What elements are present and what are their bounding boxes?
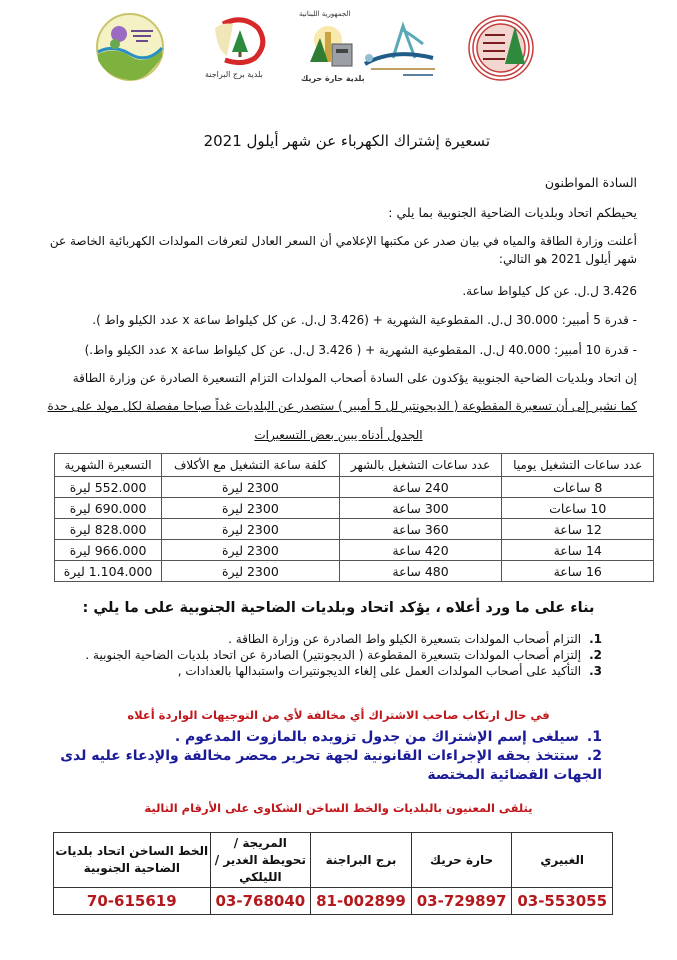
list-text: إلتزام أصحاب المولدات بتسعيرة المقطوعة ( الديجونتير) الصادرة عن اتحاد بلديات الضاحية الجنوبية . — [85, 648, 582, 662]
ghobeiry-logo — [363, 18, 441, 83]
list-text: سيلغى إسم الإشتراك من جدول تزويده بالمازوت المدعوم . — [174, 729, 579, 745]
mreijeh-emblem-icon — [95, 12, 165, 82]
union-south-suburbs-logo — [467, 14, 535, 84]
contact-header-burj-barajneh: برج البراجنة — [311, 833, 412, 888]
mreijeh-logo — [95, 12, 165, 82]
table-row — [55, 561, 654, 582]
cell-monthly-price: 690.000 ليرة — [55, 498, 162, 519]
phone-ghobeiry[interactable]: 03-553055 — [512, 888, 613, 915]
cell-hour-cost: 2300 ليرة — [162, 561, 340, 582]
haret-hreik-top-label: الجمهورية اللبنانية — [299, 10, 351, 18]
contact-header-mreijeh: المريجة / تحويطة الغدير / الليلكي — [210, 833, 311, 888]
cell-monthly-hours: 300 ساعة — [339, 498, 502, 519]
header-monthly-price: التسعيرة الشهرية — [55, 454, 162, 477]
contact-header-haret-hreik: حارة حريك — [411, 833, 512, 888]
burj-barajneh-logo-label: بلدية برج البراجنة — [205, 70, 263, 79]
list-item — [85, 648, 602, 664]
table-caption: الجدول أدناه يبين بعض التسعيرات — [254, 428, 423, 442]
list-number: 1. — [586, 729, 602, 745]
header-hour-cost: كلفة ساعة التشغيل مع الأكلاف — [162, 454, 340, 477]
list-text: ستتخذ بحقه الإجراءات القانونية لجهة تحرير محضر مخالفة والإدعاء عليه لدى الجهات القضائية المختصة — [60, 748, 602, 783]
list-number: 2. — [586, 748, 602, 764]
ghobeiry-emblem-icon — [363, 18, 441, 80]
cell-monthly-hours: 420 ساعة — [339, 540, 502, 561]
cell-hour-cost: 2300 ليرة — [162, 477, 340, 498]
contacts-numbers-row — [54, 888, 613, 915]
burj-barajneh-logo — [203, 16, 278, 86]
cell-hour-cost: 2300 ليرة — [162, 540, 340, 561]
contact-header-ghobeiry: الغبيري — [512, 833, 613, 888]
cell-monthly-hours: 360 ساعة — [339, 519, 502, 540]
confirm-heading: بناء على ما ورد أعلاه ، يؤكد اتحاد وبلديات الضاحية الجنوبية على ما يلي : — [82, 600, 595, 616]
paragraph1-line1: أعلنت وزارة الطاقة والمياه في بيان صدر عن مكتبها الإعلامي أن السعر العادل لتعرفات المولدات الكهربائية الخاصة عن — [49, 234, 637, 248]
list-number: 2. — [589, 648, 602, 662]
phone-burj-barajneh[interactable]: 81-002899 — [311, 888, 412, 915]
list-item — [42, 747, 602, 785]
cell-daily-hours: 14 ساعة — [502, 540, 654, 561]
table-row — [55, 519, 654, 540]
cedar-crest-icon — [203, 16, 278, 68]
list-item — [85, 632, 602, 648]
price-table — [54, 453, 654, 582]
list-number: 1. — [589, 632, 602, 646]
table-row — [55, 498, 654, 519]
contacts-table — [53, 832, 613, 915]
intro-line: يحيطكم اتحاد وبلديات الضاحية الجنوبية بما يلي : — [388, 205, 637, 220]
haret-hreik-logo-label: بلدية حارة حريك — [301, 74, 365, 83]
cell-monthly-price: 828.000 ليرة — [55, 519, 162, 540]
torch-cedar-icon — [298, 22, 358, 72]
list-item — [42, 728, 602, 747]
cell-monthly-price: 1.104.000 ليرة — [55, 561, 162, 582]
list-text: التزام أصحاب المولدات بتسعيرة الكيلو واط الصادرة عن وزارة الطاقة . — [228, 632, 582, 646]
header-daily-hours: عدد ساعات التشغيل يوميا — [502, 454, 654, 477]
cell-monthly-hours: 240 ساعة — [339, 477, 502, 498]
cell-monthly-price: 966.000 ليرة — [55, 540, 162, 561]
commitment-line: إن اتحاد وبلديات الضاحية الجنوبية يؤكدون على السادة أصحاب المولدات التزام التسعيرة الصادرة عن وزارة الطاقة — [72, 371, 637, 385]
cell-daily-hours: 10 ساعات — [502, 498, 654, 519]
cell-hour-cost: 2300 ليرة — [162, 519, 340, 540]
amp5-line: - قدرة 5 أمبير: 30.000 ل.ل. المقطوعية الشهرية + (3.426 ل.ل. عن كل كيلواط ساعة x عدد الكيلو واط ). — [92, 313, 637, 327]
logos-row — [95, 8, 595, 88]
cell-monthly-hours: 480 ساعة — [339, 561, 502, 582]
note-line: كما نشير إلى أن تسعيرة المقطوعة ( الديجونتير لل 5 أمبير ) ستصدر عن البلديات غداً صباحا مفصلة لكل مولد على حدة — [47, 399, 637, 413]
cell-monthly-price: 552.000 ليرة — [55, 477, 162, 498]
salutation: السادة المواطنون — [544, 175, 637, 190]
table-row — [55, 477, 654, 498]
rate-line: 3.426 ل.ل. عن كل كيلواط ساعة. — [462, 284, 637, 298]
phone-mreijeh[interactable]: 03-768040 — [210, 888, 311, 915]
page-title: تسعيرة إشتراك الكهرباء عن شهر أيلول 2021 — [203, 132, 490, 150]
cell-hour-cost: 2300 ليرة — [162, 498, 340, 519]
cell-daily-hours: 12 ساعة — [502, 519, 654, 540]
union-cedar-emblem-icon — [467, 14, 535, 82]
contact-header-hotline: الخط الساخن اتحاد بلديات الضاحية الجنوبية — [54, 833, 211, 888]
list-item — [85, 664, 602, 680]
amp10-line: - قدرة 10 أمبير: 40.000 ل.ل. المقطوعية الشهرية + ( 3.426 ل.ل. عن كل كيلواط ساعة x عدد الكيلو واط.) — [84, 343, 637, 357]
header-monthly-hours: عدد ساعات التشغيل بالشهر — [339, 454, 502, 477]
complaints-heading: يتلقى المعنيون بالبلديات والخط الساخن الشكاوى على الأرقام التالية — [144, 801, 533, 815]
haret-hreik-logo — [295, 8, 365, 90]
violation-list — [42, 728, 602, 785]
list-number: 3. — [589, 664, 602, 678]
phone-haret-hreik[interactable]: 03-729897 — [411, 888, 512, 915]
contacts-header-row — [54, 833, 613, 888]
cell-daily-hours: 8 ساعات — [502, 477, 654, 498]
confirm-list — [85, 632, 602, 680]
price-table-header-row — [55, 454, 654, 477]
table-row — [55, 540, 654, 561]
violation-heading: في حال ارتكاب صاحب الاشتراك أي مخالفة لأي من التوجيهات الواردة أعلاه — [127, 708, 550, 722]
phone-hotline[interactable]: 70-615619 — [54, 888, 211, 915]
list-text: التأكيد على أصحاب المولدات العمل على إلغاء الديجونتيرات واستبدالها بالعدادات , — [177, 664, 582, 678]
cell-daily-hours: 16 ساعة — [502, 561, 654, 582]
paragraph1-line2: شهر أيلول 2021 هو التالي: — [498, 252, 637, 266]
